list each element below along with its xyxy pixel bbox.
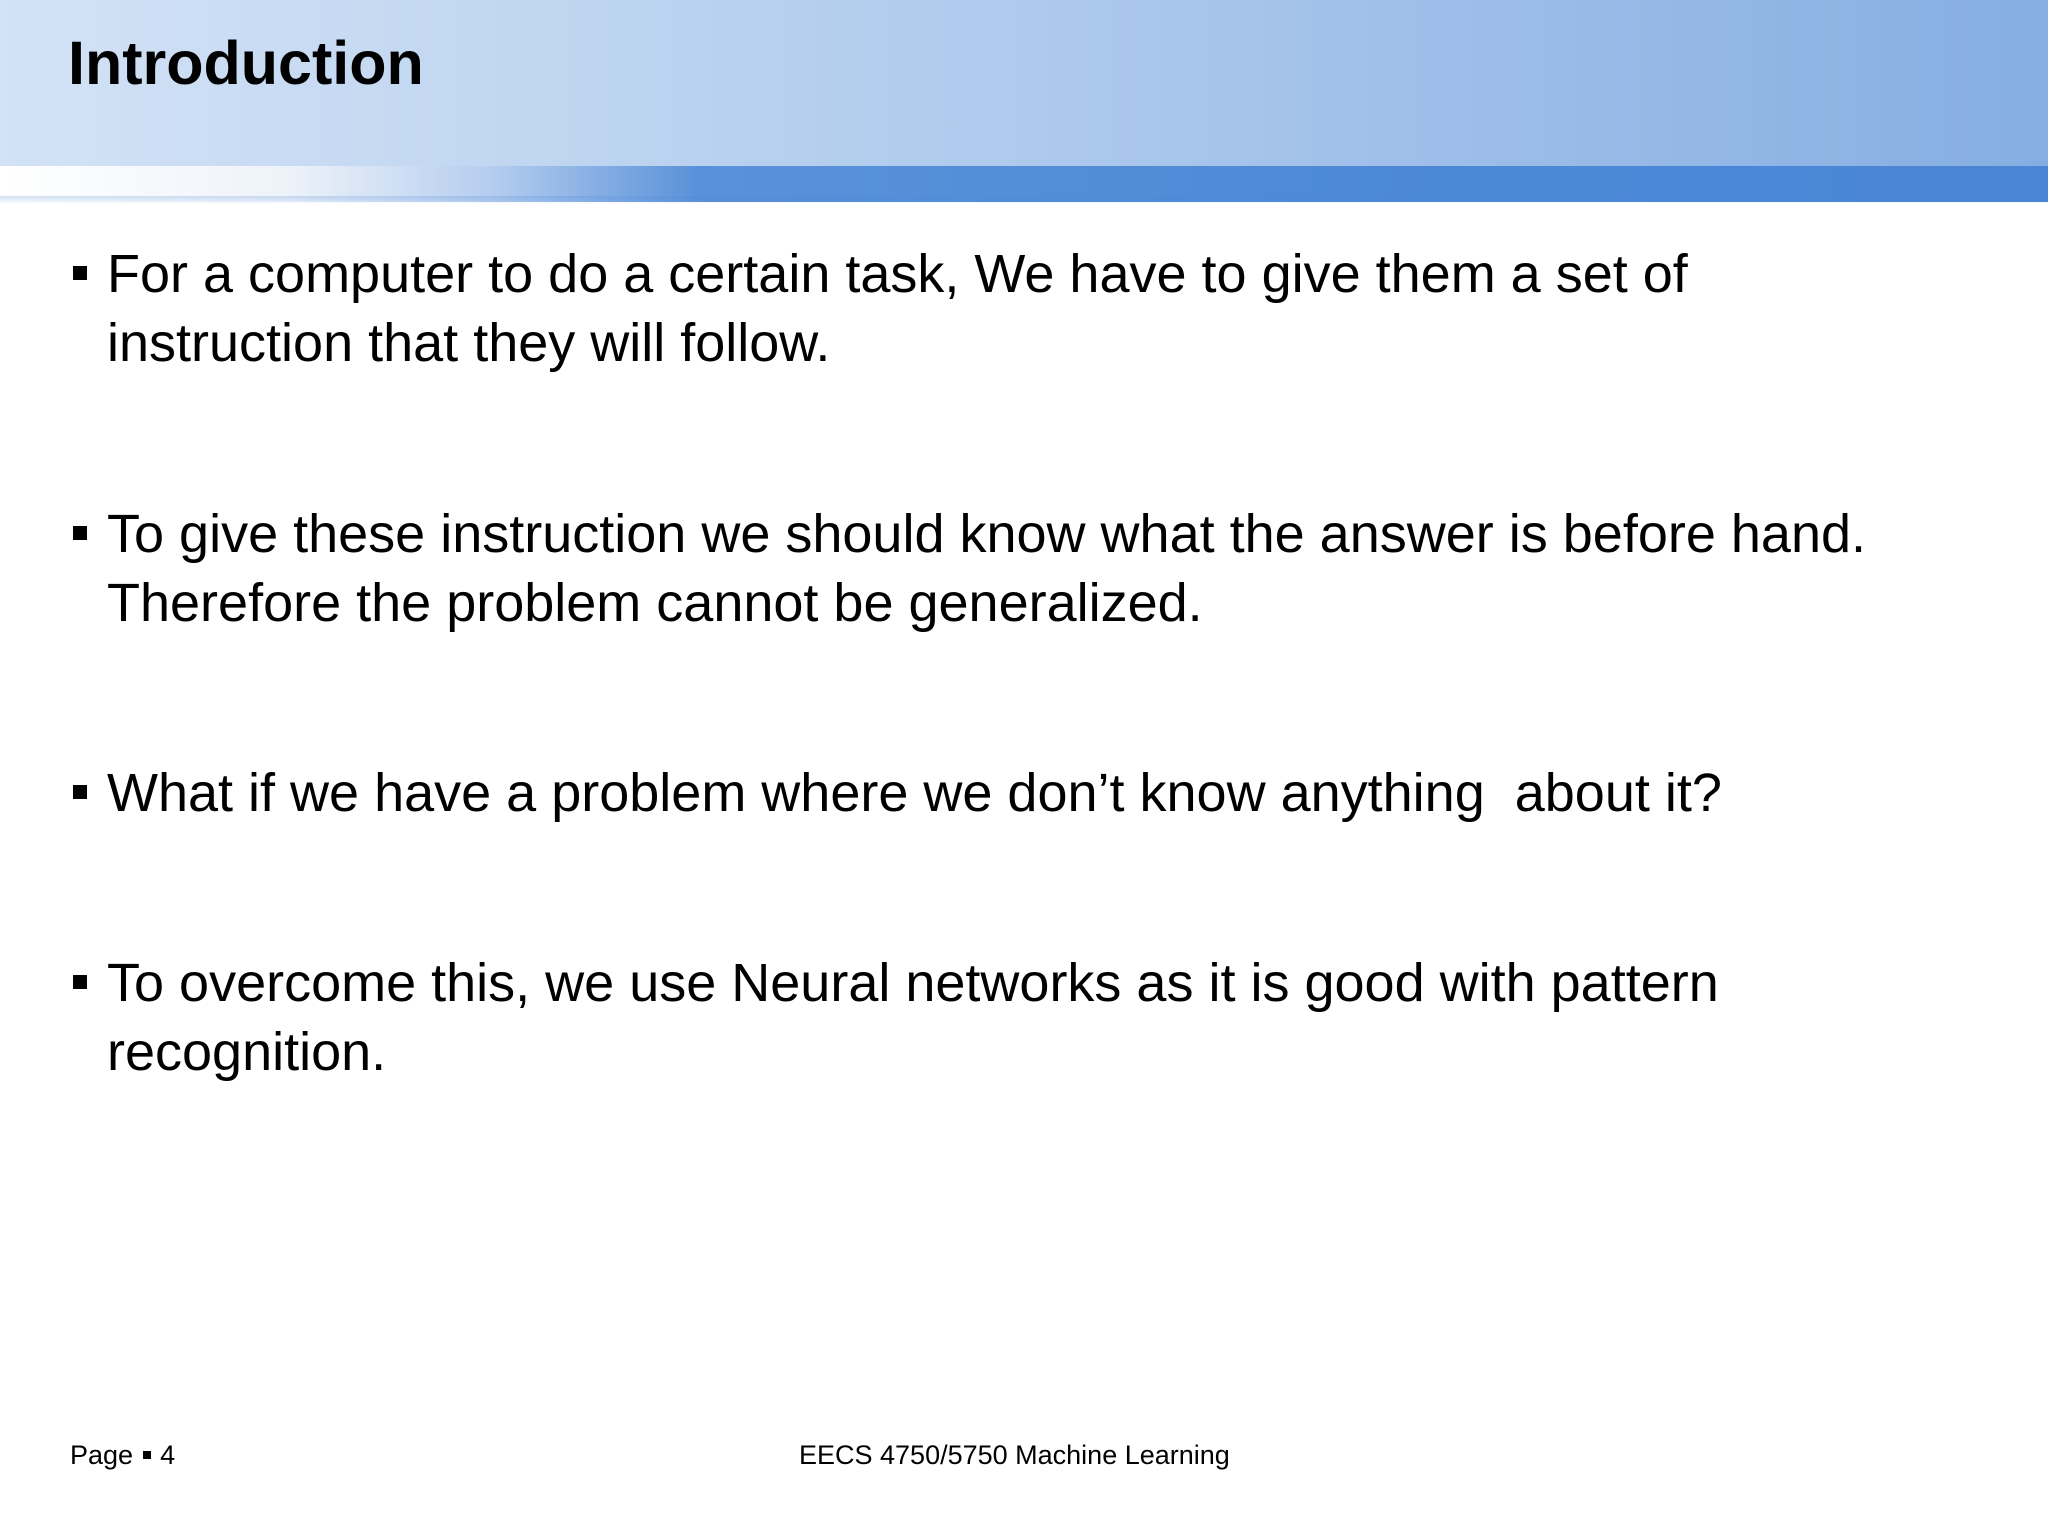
square-bullet-icon — [73, 975, 87, 989]
slide-title: Introduction — [68, 29, 424, 97]
footer-page-label: Page — [70, 1440, 134, 1470]
square-bullet-icon — [73, 785, 87, 799]
footer-page-number — [70, 1438, 175, 1472]
square-bullet-icon — [73, 526, 87, 540]
bullet-text: For a computer to do a certain task, We have to give them a set of instruction that they will follow. — [107, 244, 1688, 373]
footer-course-title: EECS 4750/5750 Machine Learning — [799, 1440, 1230, 1470]
footer-separator-icon — [143, 1451, 151, 1459]
bullet-text: To give these instruction we should know what the answer is before hand. Therefore the problem cannot be generalized. — [107, 504, 1867, 633]
footer-page-value: 4 — [160, 1440, 176, 1470]
bullet-text: What if we have a problem where we don’t know anything about it? — [107, 763, 1722, 823]
bullet-text: To overcome this, we use Neural networks as it is good with pattern recognition. — [107, 953, 1719, 1082]
square-bullet-icon — [73, 266, 87, 280]
